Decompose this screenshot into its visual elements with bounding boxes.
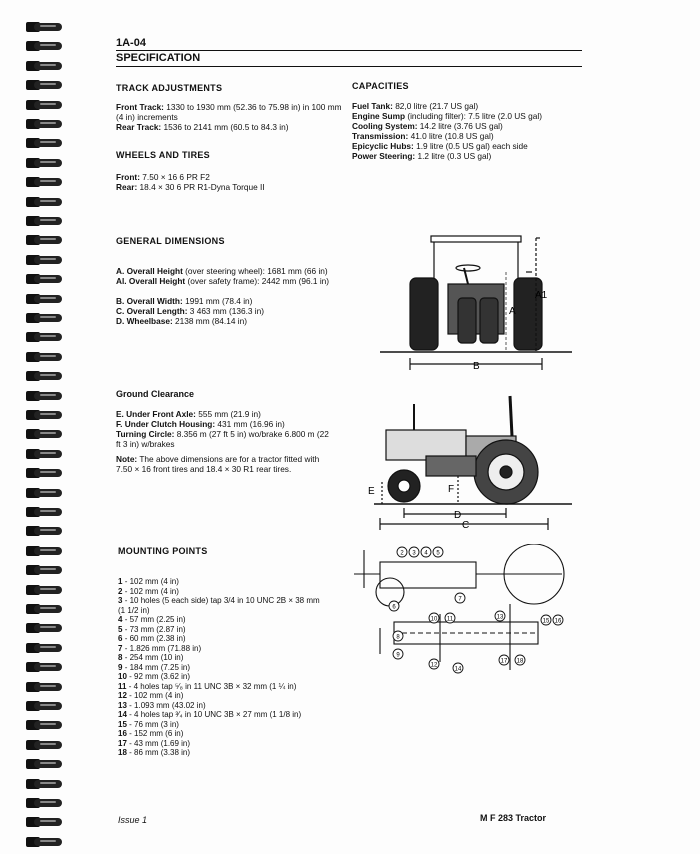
spec-line: Engine Sump (including filter): 7.5 litre (2.0 US gal) xyxy=(352,111,542,121)
clearance-note: Note: The above dimensions are for a tractor fitted with 7.50 × 16 front tires and 18.4 × 30 R1 rear tires. xyxy=(116,454,320,474)
section-code: 1A-04 xyxy=(116,37,146,49)
spec-line: A. Overall Height (over steering wheel): 1681 mm (66 in) xyxy=(116,266,328,276)
callout-16 xyxy=(553,615,563,625)
svg-text:18: 18 xyxy=(516,658,524,665)
binding-ring xyxy=(26,119,62,129)
binding-ring xyxy=(26,798,62,808)
wheels-heading: WHEELS AND TIRES xyxy=(116,150,210,160)
svg-text:3: 3 xyxy=(412,550,416,557)
callout-17 xyxy=(499,655,509,665)
binding-ring xyxy=(26,197,62,207)
binding-ring xyxy=(26,623,62,633)
title-rule xyxy=(116,66,582,67)
label-A1: A1 xyxy=(535,290,548,301)
mounting-item: 16 - 152 mm (6 in) xyxy=(118,729,184,738)
spec-line: Al. Overall Height (over safety frame): 2442 mm (96.1 in) xyxy=(116,276,330,286)
svg-text:9: 9 xyxy=(396,652,400,659)
binding-ring xyxy=(26,779,62,789)
mounting-item: 1 - 102 mm (4 in) xyxy=(118,577,179,586)
binding-ring xyxy=(26,429,62,439)
callout-7 xyxy=(455,593,465,603)
spec-line: Epicyclic Hubs: 1.9 litre (0.5 US gal) each side xyxy=(352,141,528,151)
mounting-item: 3 - 10 holes (5 each side) tap 3/4 in 10 UNC 2B × 38 mm xyxy=(118,596,320,605)
callout-13 xyxy=(495,611,505,621)
binding-ring xyxy=(26,41,62,51)
binding-ring xyxy=(26,817,62,827)
svg-text:4: 4 xyxy=(424,550,428,557)
svg-text:7: 7 xyxy=(458,596,462,603)
callout-18 xyxy=(515,655,525,665)
spec-line: Turning Circle: 8.356 m (27 ft 5 in) wo/brake 6.800 m (22 xyxy=(116,429,329,439)
front-view-diagram xyxy=(376,228,576,378)
binding-ring xyxy=(26,701,62,711)
label-F: F xyxy=(448,484,455,495)
spec-line: Fuel Tank: 82,0 litre (21.7 US gal) xyxy=(352,101,479,111)
callout-4 xyxy=(421,547,431,557)
binding-ring xyxy=(26,468,62,478)
svg-text:11: 11 xyxy=(446,616,454,623)
mounting-item: 9 - 184 mm (7.25 in) xyxy=(118,662,191,672)
callout-5 xyxy=(433,547,443,557)
binding-ring xyxy=(26,100,62,110)
label-A: A xyxy=(509,306,516,317)
svg-text:6: 6 xyxy=(392,604,396,611)
spiral-binding xyxy=(0,0,70,854)
binding-ring xyxy=(26,235,62,245)
header-rule xyxy=(116,50,582,51)
capacities-list xyxy=(352,101,542,161)
callout-6 xyxy=(389,601,399,611)
svg-text:14: 14 xyxy=(454,666,462,673)
callout-15 xyxy=(541,615,551,625)
binding-ring xyxy=(26,177,62,187)
mounting-item: 17 - 43 mm (1.69 in) xyxy=(118,738,191,748)
binding-ring xyxy=(26,22,62,32)
binding-ring xyxy=(26,294,62,304)
binding-ring xyxy=(26,488,62,498)
dimensions-heading: GENERAL DIMENSIONS xyxy=(116,236,225,246)
binding-ring xyxy=(26,662,62,672)
callout-10 xyxy=(429,613,439,623)
spec-line: Cooling System: 14.2 litre (3.76 US gal) xyxy=(352,121,503,131)
model-label: M F 283 Tractor xyxy=(480,813,547,823)
binding-ring xyxy=(26,371,62,381)
svg-text:16: 16 xyxy=(554,618,562,625)
mounting-item: 10 - 92 mm (3.62 in) xyxy=(118,672,191,681)
dimensions-list xyxy=(116,266,329,326)
binding-ring xyxy=(26,682,62,692)
binding-ring xyxy=(26,507,62,517)
mounting-heading: MOUNTING POINTS xyxy=(118,546,208,556)
svg-text:12: 12 xyxy=(430,662,438,669)
binding-ring xyxy=(26,604,62,614)
track-heading: TRACK ADJUSTMENTS xyxy=(116,83,223,93)
binding-ring xyxy=(26,585,62,595)
track-text: Front Track: 1330 to 1930 mm (52.36 to 75.98 in) in 100 mm (4 in) increments Rear Track: 1536 to 2141 mm (60.5 to 84.3 in) xyxy=(116,102,342,132)
binding-ring xyxy=(26,352,62,362)
mounting-item: 12 - 102 mm (4 in) xyxy=(118,691,184,700)
binding-ring xyxy=(26,410,62,420)
binding-ring xyxy=(26,332,62,342)
binding-ring xyxy=(26,61,62,71)
svg-text:13: 13 xyxy=(496,614,504,621)
svg-text:10: 10 xyxy=(430,616,438,623)
callout-2 xyxy=(397,547,407,557)
spec-line: B. Overall Width: 1991 mm (78.4 in) xyxy=(116,296,253,306)
callout-11 xyxy=(445,613,455,623)
binding-ring xyxy=(26,449,62,459)
clearance-heading: Ground Clearance xyxy=(116,389,195,399)
issue-label: Issue 1 xyxy=(118,815,148,825)
binding-ring xyxy=(26,720,62,730)
callout-12 xyxy=(429,659,439,669)
mounting-item: (1 1/2 in) xyxy=(118,605,150,615)
mounting-item: 7 - 1.826 mm (71.88 in) xyxy=(118,643,202,653)
label-D: D xyxy=(454,510,462,521)
binding-ring xyxy=(26,565,62,575)
mounting-diagram xyxy=(350,544,578,684)
binding-ring xyxy=(26,391,62,401)
binding-ring xyxy=(26,526,62,536)
mounting-list xyxy=(118,577,320,758)
label-C: C xyxy=(462,520,470,531)
binding-ring xyxy=(26,837,62,847)
mounting-item: 18 - 86 mm (3.38 in) xyxy=(118,748,191,757)
spec-line: F. Under Clutch Housing: 431 mm (16.96 in) xyxy=(116,419,285,429)
spec-line: Transmission: 41.0 litre (10.8 US gal) xyxy=(352,131,494,141)
svg-text:2: 2 xyxy=(400,550,404,557)
binding-ring xyxy=(26,313,62,323)
mounting-item: 14 - 4 holes tap ³⁄₄ in 10 UNC 3B × 27 mm (1 1/8 in) xyxy=(118,710,302,719)
spec-line: E. Under Front Axle: 555 mm (21.9 in) xyxy=(116,409,261,419)
spec-line: ft 3 in) w/brakes xyxy=(116,439,175,449)
page-title: SPECIFICATION xyxy=(116,52,201,64)
binding-ring xyxy=(26,158,62,168)
label-B: B xyxy=(473,361,480,372)
binding-ring xyxy=(26,274,62,284)
mounting-item: 15 - 76 mm (3 in) xyxy=(118,719,179,729)
svg-text:8: 8 xyxy=(396,634,400,641)
capacities-heading: CAPACITIES xyxy=(352,81,409,91)
wheels-text: Front: 7.50 × 16 6 PR F2 Rear: 18.4 × 30 6 PR R1-Dyna Torque II xyxy=(116,172,265,192)
spec-line: C. Overall Length: 3 463 mm (136.3 in) xyxy=(116,306,265,316)
side-view-diagram xyxy=(366,392,580,532)
binding-ring xyxy=(26,80,62,90)
svg-text:5: 5 xyxy=(436,550,440,557)
mounting-item: 5 - 73 mm (2.87 in) xyxy=(118,624,186,634)
label-E: E xyxy=(368,486,375,497)
mounting-item: 11 - 4 holes tap ⁵⁄₈ in 11 UNC 3B × 32 mm (1 ¼ in) xyxy=(118,681,297,691)
binding-ring xyxy=(26,138,62,148)
binding-ring xyxy=(26,216,62,226)
spec-line: Power Steering: 1.2 litre (0.3 US gal) xyxy=(352,151,492,161)
callout-9 xyxy=(393,649,403,659)
callout-14 xyxy=(453,663,463,673)
binding-ring xyxy=(26,546,62,556)
svg-text:17: 17 xyxy=(500,658,508,665)
binding-ring xyxy=(26,255,62,265)
clearance-list xyxy=(116,409,329,449)
mounting-item: 8 - 254 mm (10 in) xyxy=(118,653,184,662)
mounting-item: 2 - 102 mm (4 in) xyxy=(118,586,179,596)
binding-ring xyxy=(26,643,62,653)
mounting-item: 13 - 1.093 mm (43.02 in) xyxy=(118,700,206,710)
callout-3 xyxy=(409,547,419,557)
mounting-item: 6 - 60 mm (2.38 in) xyxy=(118,634,186,643)
binding-ring xyxy=(26,740,62,750)
binding-ring xyxy=(26,759,62,769)
callout-8 xyxy=(393,631,403,641)
svg-text:15: 15 xyxy=(542,618,550,625)
spec-line: D. Wheelbase: 2138 mm (84.14 in) xyxy=(116,316,247,326)
mounting-item: 4 - 57 mm (2.25 in) xyxy=(118,615,186,624)
